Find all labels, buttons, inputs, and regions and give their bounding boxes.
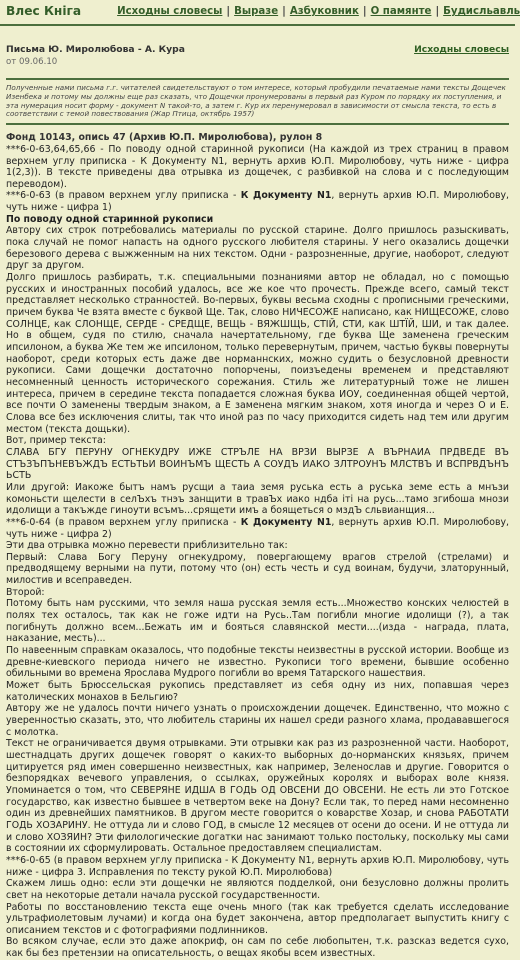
nav-link-ishodny-slovesy[interactable]: Исходны словесы [117,6,223,18]
paragraph: Во всяком случае, если это даже апокриф, он сам по себе любопытен, т.к. разсказ ведется сухо, как бы без претензии на описательность, о вещах якобы всем известных. [6,936,509,960]
paragraph: По навеенным справкам оказалось, что подобные тексты неизвестны в русской истории. Вообще из древне-киевского периода ничего не известно. Рукописи того времени, бывшие особенно обильными во времена Ярослава Мудрого погибли во время Татарского нашествия. [6,645,509,680]
text-excerpt: Или другой: Иакоже бытъ намъ русщи а таиа земя руська есть а руська земе есть а мнъзи комоньсти щелести в селЪхъ тнэъ занщити в травЪх иако ндба іті на русь...тамо згибоша мнози идолищи а такъжде гиноути всъмъ...срящети имъ а боящеться о мздЪ сльвианщия... [6,481,509,517]
top-bar [0,0,520,26]
archive-reference: Фонд 10143, опись 47 (Архив Ю.П. Миролюбова), рулон 8 [6,132,323,144]
paragraph: Вот, пример текста: [6,435,106,447]
site-logo[interactable]: Влес Кнiга [6,3,82,18]
paragraph: Потому быть нам русскими, что земля наша русская земля есть...Множество конских челюстей в полях тех осталось, так как не гоже идти на Русь..Там погибли многие идолищи (?), а так погибнуть должно всем...Бежать им и бояться славянской мести....(изда - награда, плата, наказание, месть)... [6,598,509,645]
nav-separator: | [435,6,440,18]
nav-link-azbukovnik[interactable]: Азбуковник [289,6,359,18]
article-title: Письма Ю. Миролюбова - А. Кура [6,44,185,55]
article-date: от 09.06.10 [6,57,58,68]
article-intro: Полученные нами письма г.г. читателей свидетельствуют о том интересе, который пробудили печатаемые нами тексты Дощечек Изенбека и потому мы должны еще раз сказать, что Дощечки пронумерованы в первый раз Куром по порядку их поступления, и эта нумерация носит форму - документ N такой-то, а затем г. Кур их перенумеровал в зависимости от смысла текста, то есть в соответствии с темой повествования (Жар Птица, октябрь 1957) [6,83,506,119]
paragraph: Второй: [6,586,45,598]
nav-separator: | [226,6,231,18]
paragraph: Первый: Слава Богу Перуну огнекудрому, повергающему врагов стрелой (стрелами) и предводящему верными на пути, потому что (он) есть честь и суд воинам, будучи, златорунный, милостив и всеправеден. [6,551,509,587]
text-excerpt: СЛАВА БГУ ПЕРУНУ ОГНЕКУДРУ ИЖЕ СТРЪЛЕ НА ВРЗИ ВЫРЗЕ А ВЪРНАИА ПРДВЕДЕ ВЪ СТЪЗЪПЪНЕВЪЖДЪ ЕСТЬТЬИ ВОИНЪМЪ ЩЕСТЬ А СОУДЪ ИАКО ЗЛТРОУНЪ МЛСТВЪ И ВСПРВДЪНЪ ЬСТЬ [6,446,509,482]
paragraph: Может быть Брюссельская рукопись представляет из себя одну из них, попавшая через католических монахов в Бельгию? [6,680,509,703]
paragraph: Скажем лишь одно: если эти дощечки не являются подделкой, они безусловно должны пролить свет на некоторые детали начала русской государственности. [6,878,509,901]
paragraph: Долго пришлось разбирать, т.к. специальными познаниями автор не обладал, но с помощью русских и иностранных пособий удалось, все же кое что прочесть. Прежде всего, самый текст представляет несколько странностей. Во-первых, буквы весьма сходны с прописными греческими, причем буква Че взята вместе с буквой Ще. Так, слово НИЧЕСОЖЕ написано, как НИЩЕСОЖЕ, слово СОЛНЦЕ, как СЛОНЩЕ, СЕРДЕ - СРЕДЩЕ, ВЕЩЬ - ВЯЖШЩЬ, СТІЙ, СТИ, как ШТЇЙ, ШИ, и так далее. Но в общем, судя по стилю, сначала начертательному, где буква Ще заменена греческим ипсилоном, а буква Же тем же ипсилоном, только перевернутым, причем, частью буквы повернуты наоборот, среди которых есть даже две норманнских, можно судить о безусловной древности рукописи. Сами дощечки достаточно попорчены, поизъедены временем и представляют несомненный ценность исторического сорежания. Стиль же литературный тоже не лишен интереса, причем в середине текста попадается сложная буква ИОУ, соединенная общей чертой, все почти О заменены твердым знаком, а Е заменена мягким знаком, хотя иногда и через О и Е. Слова все без исключения слиты, так что иной раз по часу приходится сидеть над тем или другим местом (текста дощьки). [6,272,509,435]
paragraph: ***6-0-64 (в правом верхнем углу приписка - К Документу N1, вернуть архив Ю.П. Миролюбову, чуть ниже - цифра 2) [6,516,510,540]
nav-link-o-pamyante[interactable]: О памянте [370,6,432,18]
paragraph: Эти два отрывка можно перевести приблизительно так: [6,540,288,552]
article-container [0,26,515,960]
nav-link-vyraze[interactable]: Выразе [234,6,279,18]
main-nav [117,6,520,19]
paragraph: ***6-0-65 (в правом верхнем углу приписка - К Документу N1, вернуть архив Ю.П. Миролюбову, чуть ниже - цифра 3. Исправления по тексту рукой Ю.П. Миролюбова) [6,854,509,878]
section-subheading: По поводу одной старинной рукописи [6,213,214,225]
paragraph: Текст не ограничивается двумя отрывками. Эти отрывки как раз из разрозненной части. Наоборот, шестнадцать других дощечек говорят о каких-то выборных до-норманских князьях, причем цитируется ряд имен совершенно неизвестных, как например, Зеленослав и другие. Говорится о безпорядках вечевого управления, о ссылках, оружейных королях и выборах воле князя. Упоминается о том, что СЕВЕРЯНЕ ИДША В ГОДЬ ОД ОВСЕНИ ДО ОВСЕНИ. Не есть ли это Готское государство, как известно бывшее в четвертом веке на Дону? Если так, то перед нами несомненно один из древнейших памятников. В другом месте говорится о коварстве Хозар, и снова РАБОТАТИ ГОДЬ ХОЗАРИНУ. Не оттуда ли и слово ГОД, в смысле 12 месяцев от осени до осени. И не оттуда ли и слово ХОЗЯИН? Эти филологические догатки нас занимают только постольку, поскольку мы сами в состоянии их сформулировать. Остальное предоставляем специалистам. [6,738,509,855]
paragraph: ***6-0-63,64,65,66 - По поводу одной старинной рукописи (На каждой из трех страниц в правом верхнем углу приписка - К Документу N1, вернуть архив Ю.П. Миролюбову, чуть ниже - цифра 1(2,3)). В тексте приведены два отрывка из дощечек, с разбивкой на слова и с последующим переводом). [6,143,509,190]
article-body [6,125,509,960]
nav-separator: | [362,6,367,18]
nav-separator: | [282,6,286,18]
paragraph: Работы по восстановлению текста еще очень много (так как требуется сделать исследование ультрафиолетовым лучами) и когда она будет закончена, автор предполагает выпустить книгу с описанием текстов и с фотографиями подлинников. [6,901,509,936]
paragraph: ***6-0-63 (в правом верхнем углу приписка - К Документу N1, вернуть архив Ю.П. Миролюбову, чуть ниже - цифра 1) [6,190,510,214]
paragraph: Автору сих строк потребовались материалы по русской старине. Долго пришлось разыскивать, пока случай не помог напасть на одного русского любителя старины. У него оказались дощечки березового дерева с выжженным на них текстом. Одни - разрозненные, другие, наоборот, следуют друг за другом. [6,225,509,272]
nav-link-budislavl[interactable]: Будисльавль [443,6,520,18]
paragraph: Автору же не удалось почти ничего узнать о происхождении дощечек. Единственно, что можно с уверенностью сказать, это, что любитель старины их нашел среди разного хлама, продававшегося с молотка. [6,703,509,738]
section-link-ishodny-slovesy[interactable]: Исходны словесы [414,44,509,55]
article-header [6,44,509,55]
